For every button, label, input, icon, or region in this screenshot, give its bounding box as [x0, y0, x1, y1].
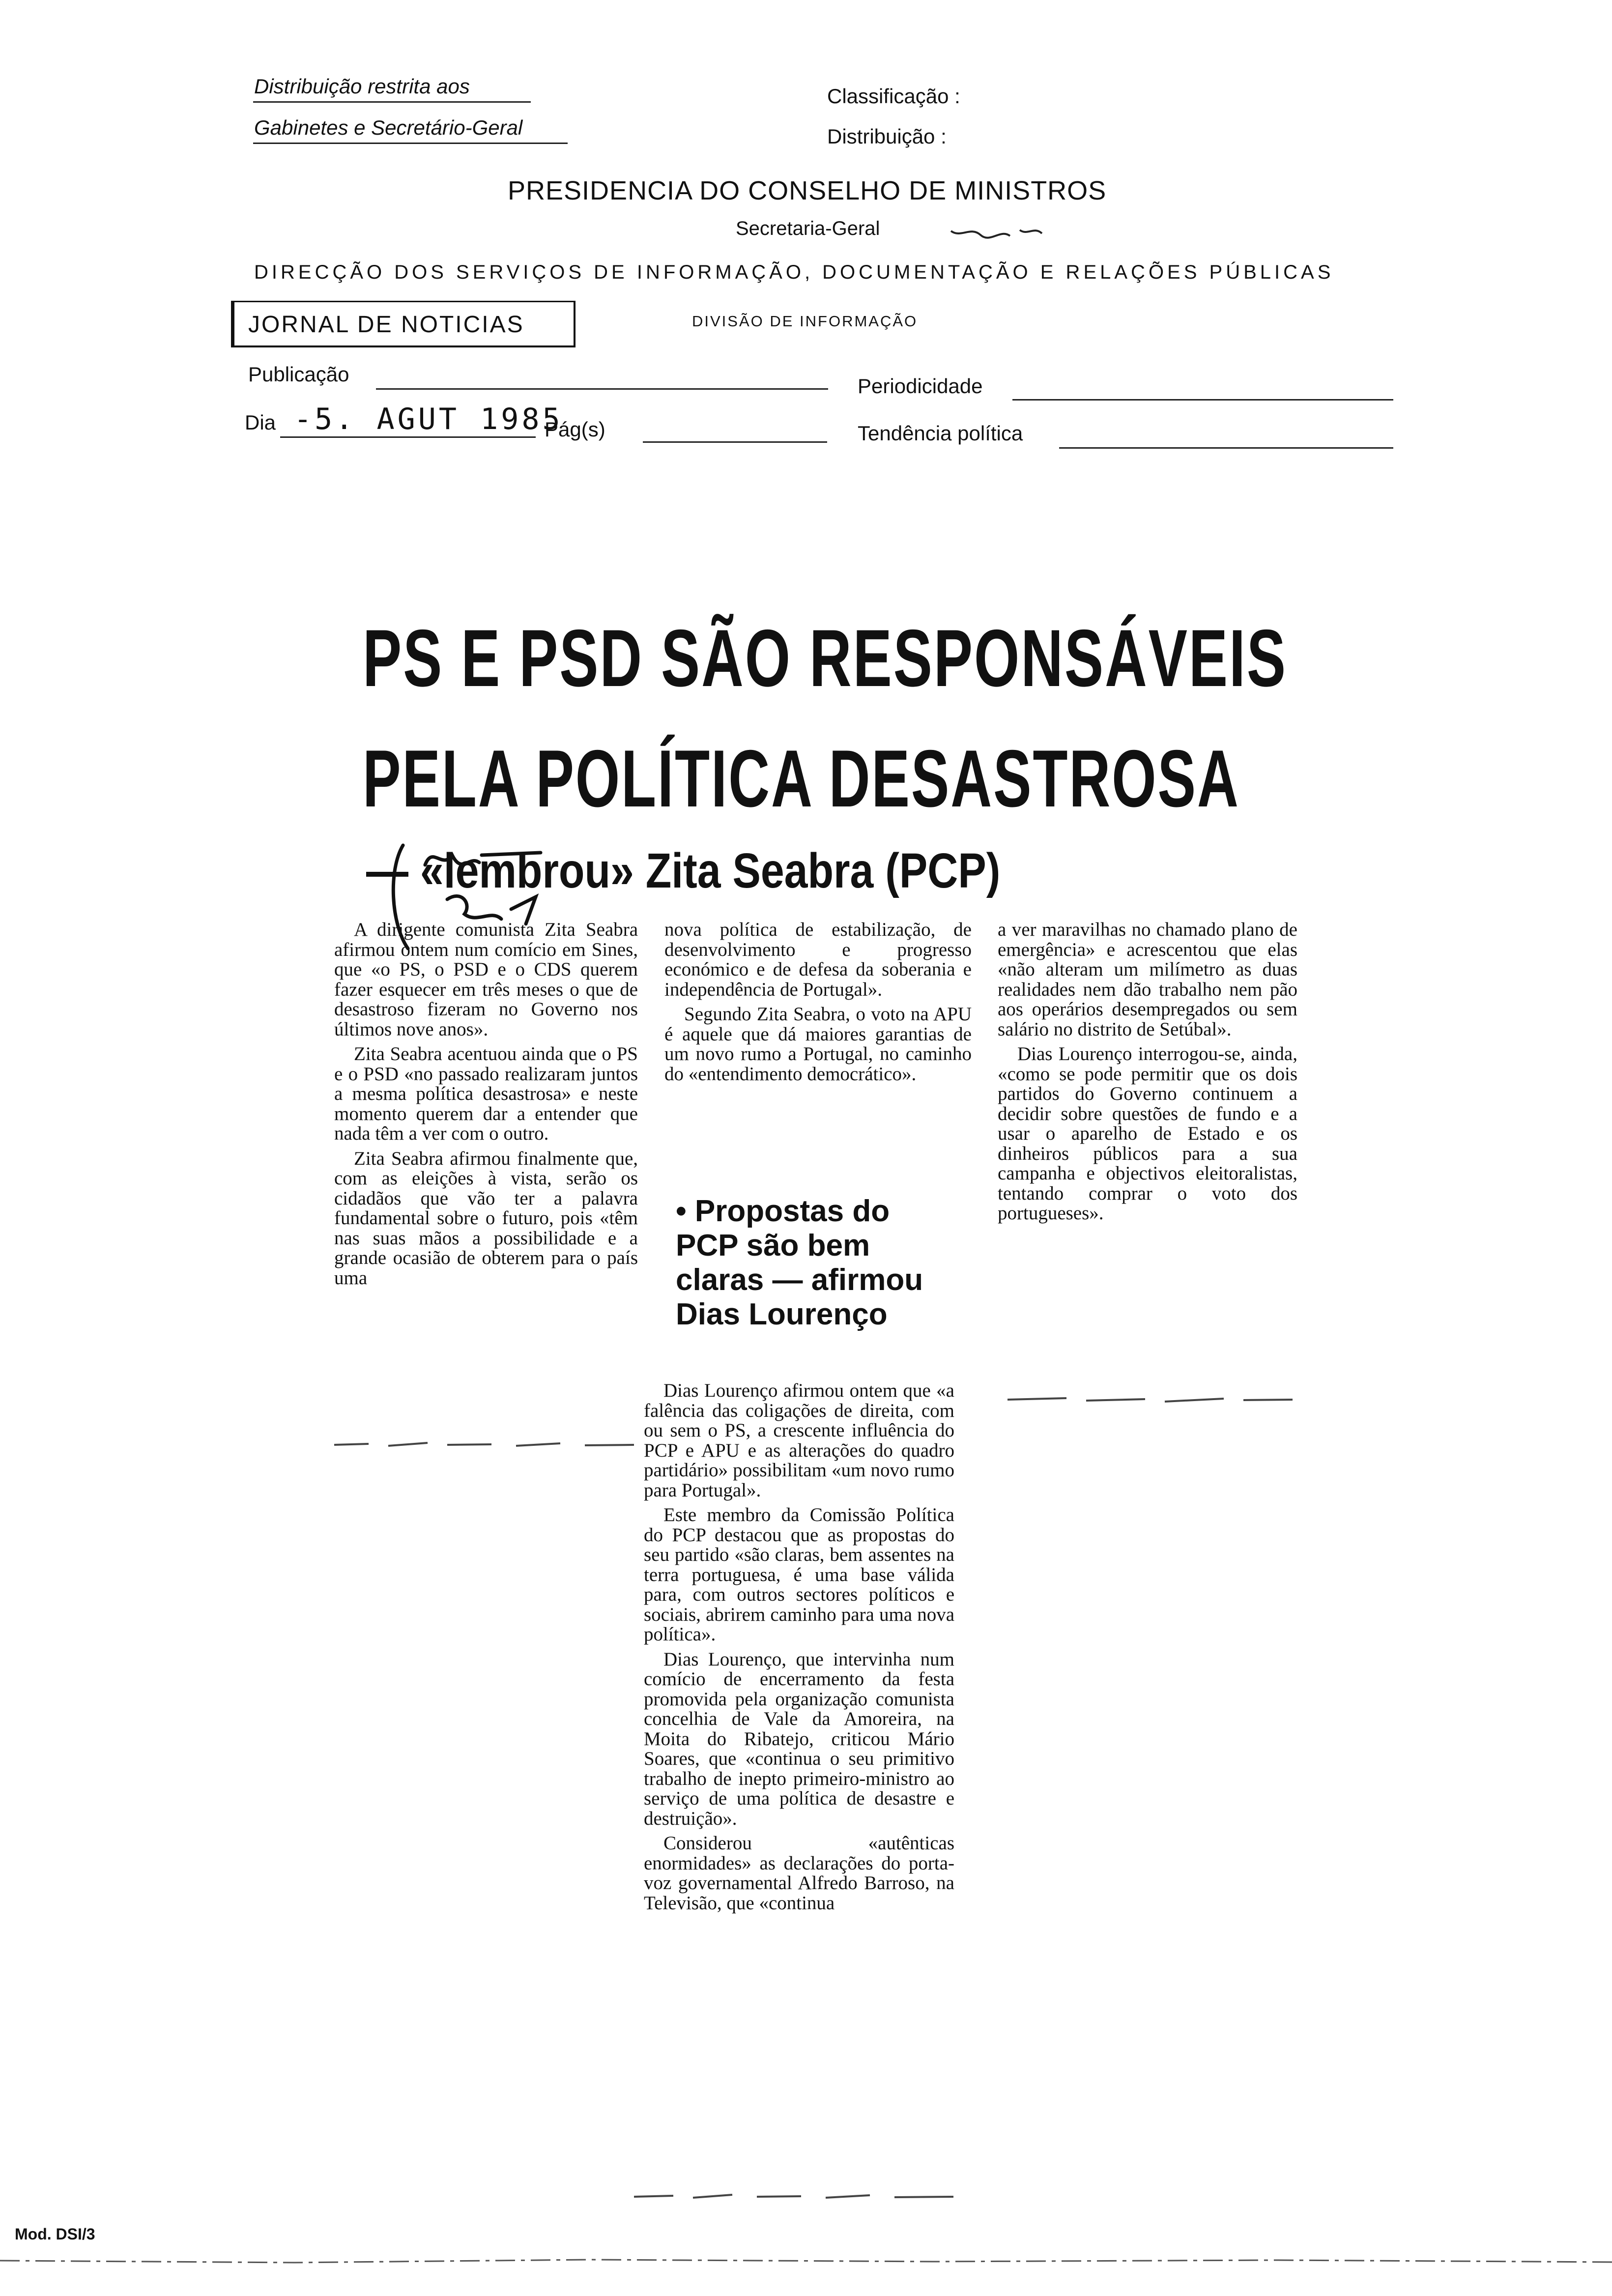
pages-field-line [643, 441, 827, 443]
clipping-edge [998, 1391, 1302, 1410]
division-heading: DIVISÃO DE INFORMAÇÃO [692, 313, 918, 330]
newspaper-stamp-box [231, 301, 576, 347]
clipping-edge [629, 2187, 973, 2207]
periodicity-field-line [1012, 399, 1393, 401]
article-column-2-bottom [644, 1381, 954, 1918]
periodicity-label: Periodicidade [858, 374, 983, 398]
article-column-2-top [664, 920, 972, 1089]
article-column-1 [334, 920, 638, 1293]
paragraph: Dias Lourenço afirmou ontem que «a falência das coligações de direita, com ou sem o PS, a crescente influência do PCP e APU e as alterações do quadro partidário» possibilitam «um novo rumo para Portugal». [644, 1380, 954, 1501]
article-column-3 [998, 920, 1297, 1229]
headline-line1: PS E PSD SÃO RESPONSÁVEIS [363, 613, 1287, 703]
classification-label: Classificação : [827, 85, 960, 108]
distribution-note-line2: Gabinetes e Secretário-Geral [254, 116, 523, 139]
paragraph: Zita Seabra acentuou ainda que o PS e o PSD «no passado realizaram juntos a mesma política desastrosa» e neste momento querem dar a entender que nada têm a ver com o outro. [334, 1043, 638, 1144]
tendency-label: Tendência política [858, 422, 1023, 445]
paragraph: Este membro da Comissão Política do PCP destacou que as propostas do seu partido «são claras, bem assentes na terra portuguesa, é uma base válida para, com outros sectores políticos e sociais, abrirem caminho para uma nova política». [644, 1504, 954, 1645]
day-field-line [280, 436, 536, 438]
publication-label: Publicação [248, 363, 349, 386]
paragraph: Considerou «autênticas enormidades» as declarações do porta-voz governamental Alfredo Barroso, na Televisão, que «continua [644, 1833, 954, 1914]
clipping-edge [329, 1435, 644, 1455]
section-subhead: • Propostas do PCP são bem claras — afirmou Dias Lourenço [676, 1194, 923, 1331]
bottom-scan-edge [0, 2251, 1612, 2270]
date-stamp: -5. AGUT 1985 [294, 402, 563, 436]
paragraph: Zita Seabra afirmou finalmente que, com as eleições à vista, serão os cidadãos que vão ter a palavra fundamental sobre o futuro, pois «têm nas suas mãos a possibilidade e a grande ocasião de obterem para o país uma [334, 1148, 638, 1289]
presidency-heading: PRESIDENCIA DO CONSELHO DE MINISTROS [508, 176, 1107, 205]
day-label: Dia [245, 411, 276, 434]
subheadline: — «lembrou» Zita Seabra (PCP) [366, 843, 1001, 898]
paragraph: a ver maravilhas no chamado plano de emergência» e acrescentou que elas «não alteram um milímetro as duas realidades nem dão trabalho nem pão aos operários desempregados ou sem salário no distrito de Setúbal». [998, 919, 1297, 1040]
headline-line2: PELA POLÍTICA DESASTROSA [363, 733, 1240, 824]
paragraph: Dias Lourenço, que intervinha num comício de encerramento da festa promovida pela organização comunista concelhia de Vale da Amoreira, na Moita do Ribatejo, criticou Mário Soares, que «continua o seu primitivo trabalho de inepto primeiro-ministro ao serviço de uma política de desastre e destruição». [644, 1648, 954, 1829]
underline [253, 101, 531, 103]
publication-field-line [376, 388, 828, 390]
distribution-label: Distribuição : [827, 125, 947, 148]
paragraph: Segundo Zita Seabra, o voto na APU é aquele que dá maiores garantias de um novo rumo a Portugal, no caminho do «entendimento democrático». [664, 1004, 972, 1085]
secretariat-heading: Secretaria-Geral [736, 218, 880, 239]
handwritten-scribble [946, 216, 1064, 246]
form-code: Mod. DSI/3 [15, 2225, 95, 2243]
paragraph: nova política de estabilização, de desenvolvimento e progresso económico e de defesa da soberania e independência de Portugal». [664, 919, 972, 1000]
paragraph: Dias Lourenço interrogou-se, ainda, «como se pode permitir que os dois partidos do Governo continuem a decidir sobre questões de fundo e a usar o aparelho de Estado e os dinheiros públicos para a sua campanha e objectivos eleitoralistas, tentando comprar o voto dos portugueses». [998, 1043, 1297, 1224]
pages-label: Pág(s) [545, 418, 605, 441]
paragraph: A dirigente comunista Zita Seabra afirmou ontem num comício em Sines, que «o PS, o PSD e o CDS querem fazer esquecer em três meses o que de desastroso fizeram no Governo nos últimos nove anos». [334, 919, 638, 1040]
tendency-field-line [1059, 447, 1393, 449]
distribution-note-line1: Distribuição restrita aos [254, 75, 470, 98]
directorate-heading: DIRECÇÃO DOS SERVIÇOS DE INFORMAÇÃO, DOCUMENTAÇÃO E RELAÇÕES PÚBLICAS [254, 261, 1334, 283]
newspaper-stamp: JORNAL DE NOTICIAS [248, 312, 524, 338]
underline [253, 143, 568, 144]
